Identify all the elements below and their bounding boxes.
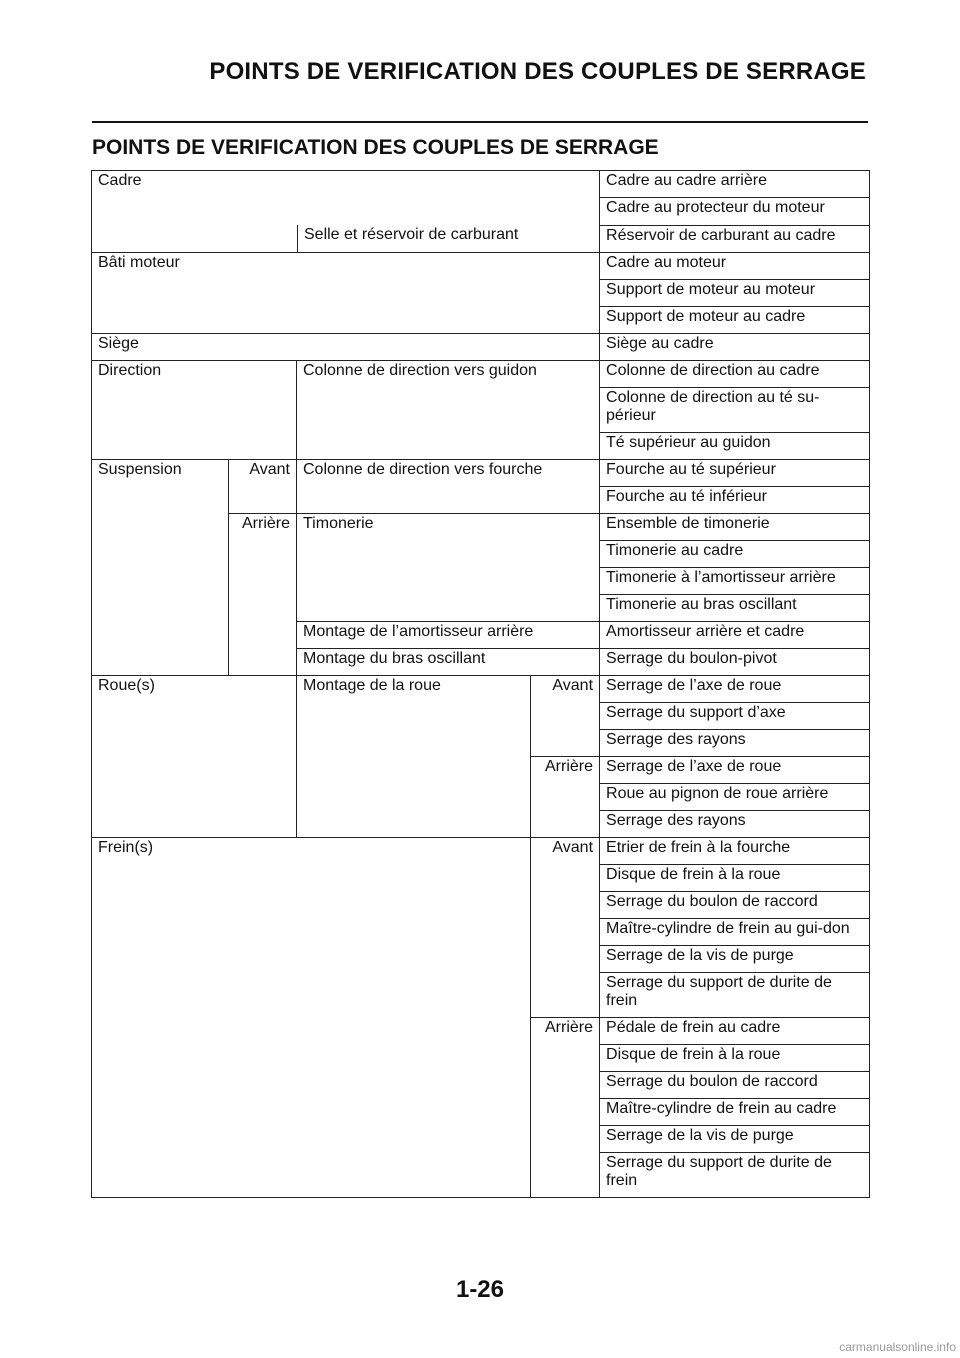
sub-category-label: Montage du bras oscillant [297,649,600,676]
check-point: Serrage du boulon de raccord [600,892,870,919]
check-point: Serrage de la vis de purge [600,946,870,973]
check-point: Serrage de l’axe de roue [600,676,870,703]
position-label: Arrière [531,757,600,838]
check-point: Serrage des rayons [600,811,870,838]
check-point: Support de moteur au cadre [600,307,870,334]
sub-category-label: Colonne de direction vers guidon [297,361,600,460]
check-point: Disque de frein à la roue [600,1045,870,1072]
position-label: Avant [531,838,600,1018]
table-row [92,838,870,865]
category-label: Frein(s) [92,838,531,1198]
running-header: POINTS DE VERIFICATION DES COUPLES DE SERRAGE [209,58,866,85]
check-point: Serrage du boulon-pivot [600,649,870,676]
check-point: Timonerie à l’amortisseur arrière [600,568,870,595]
check-point: Serrage du support de durite de frein [600,1153,870,1198]
table-row [92,334,870,361]
category-label: Direction [92,361,297,460]
check-point: Disque de frein à la roue [600,865,870,892]
check-point: Fourche au té inférieur [600,487,870,514]
check-point: Serrage de l’axe de roue [600,757,870,784]
table-row [92,253,870,280]
sub-category-label: Selle et réservoir de carburant [297,225,532,252]
check-point: Maître-cylindre de frein au gui-don [600,919,870,946]
check-point: Serrage du support de durite de frein [600,973,870,1018]
table-row [92,361,870,388]
sub-category-label: Timonerie [297,514,600,622]
check-point: Maître-cylindre de frein au cadre [600,1099,870,1126]
position-label: Arrière [531,1018,600,1198]
check-point: Serrage de la vis de purge [600,1126,870,1153]
check-point: Cadre au protecteur du moteur [600,198,870,225]
check-point: Siège au cadre [600,334,870,361]
table-row [92,460,870,487]
site-watermark: carmanualsonline.info [839,1340,956,1354]
check-point: Réservoir de carburant au cadre [600,225,870,252]
table-row [92,676,870,703]
category-cell [92,171,600,253]
category-label: Bâti moteur [92,253,600,334]
sub-category-label: Colonne de direction vers fourche [297,460,600,514]
check-point: Timonerie au cadre [600,541,870,568]
category-label: Cadre [98,172,142,189]
position-label: Arrière [229,514,297,676]
category-label: Suspension [92,460,229,676]
check-point: Serrage des rayons [600,730,870,757]
category-label: Siège [92,334,600,361]
check-point: Cadre au moteur [600,253,870,280]
check-point: Roue au pignon de roue arrière [600,784,870,811]
sub-category-label: Montage de la roue [297,676,531,838]
check-point: Ensemble de timonerie [600,514,870,541]
check-point: Support de moteur au moteur [600,280,870,307]
check-point: Fourche au té supérieur [600,460,870,487]
header-rule [92,121,868,123]
check-point: Serrage du support d’axe [600,703,870,730]
sub-category-label: Montage de l’amortisseur arrière [297,622,600,649]
check-point: Etrier de frein à la fourche [600,838,870,865]
check-point: Timonerie au bras oscillant [600,595,870,622]
page-number: 1-26 [455,1276,505,1303]
table-row [92,171,870,198]
category-label: Roue(s) [92,676,297,838]
check-point: Té supérieur au guidon [600,433,870,460]
section-title: POINTS DE VERIFICATION DES COUPLES DE SERRAGE [92,136,659,159]
check-point: Serrage du boulon de raccord [600,1072,870,1099]
torque-table [91,170,870,1198]
check-point: Colonne de direction au té su-périeur [600,388,870,433]
position-label: Avant [531,676,600,757]
check-point: Pédale de frein au cadre [600,1018,870,1045]
check-point: Amortisseur arrière et cadre [600,622,870,649]
check-point: Colonne de direction au cadre [600,361,870,388]
position-label: Avant [229,460,297,514]
check-point: Cadre au cadre arrière [600,171,870,198]
